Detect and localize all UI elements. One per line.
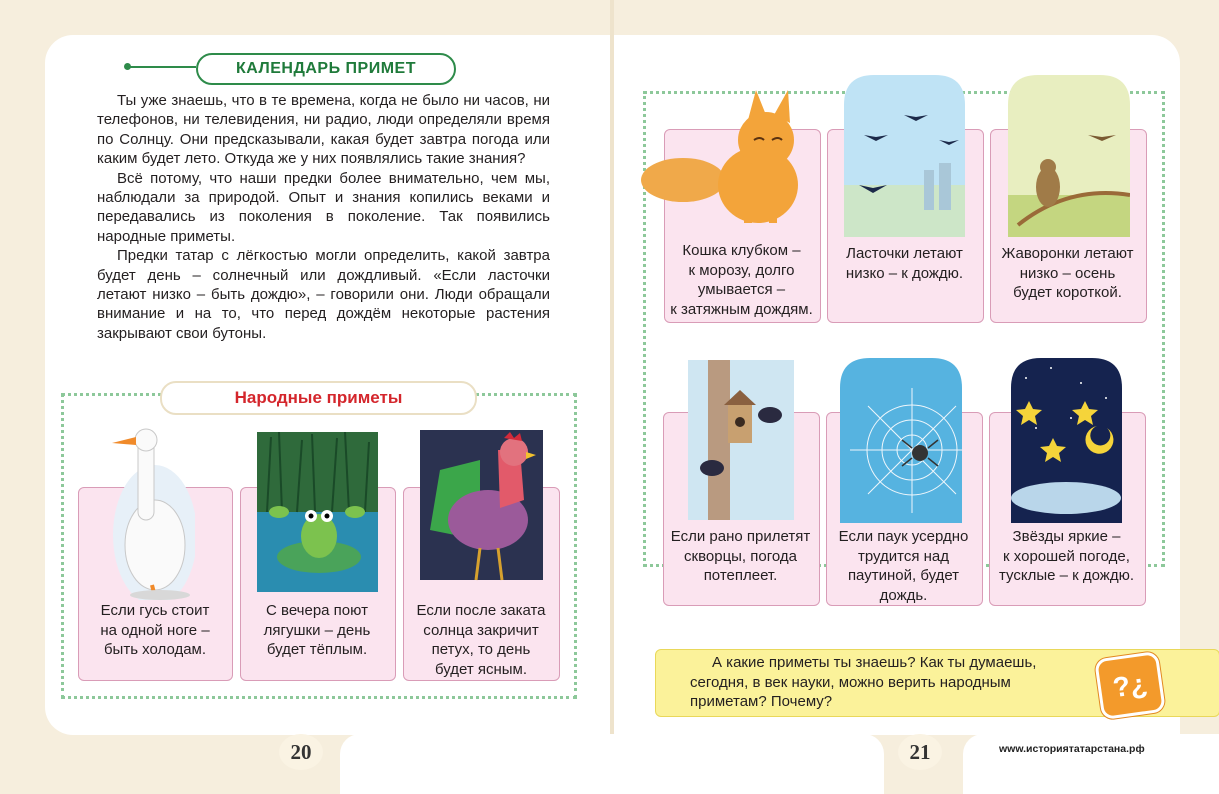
caption-line: к морозу, долго xyxy=(688,261,795,279)
caption-line: скворцы, погода xyxy=(684,547,797,565)
caption-line: Если рано прилетят xyxy=(670,528,811,545)
starlings-illustration xyxy=(688,360,794,520)
caption-line: солнца закричит xyxy=(423,621,539,639)
spider-illustration xyxy=(840,358,962,523)
sign-caption-frogs xyxy=(244,601,390,660)
caption-line: Ласточки летают xyxy=(846,245,963,262)
caption-line: к затяжным дождям. xyxy=(670,300,813,318)
caption-line: Если гусь стоит xyxy=(100,602,210,619)
sign-caption-goose xyxy=(86,601,224,660)
question-line: А какие приметы ты знаешь? Как ты думаешь, xyxy=(712,654,1037,671)
caption-line: петух, то день xyxy=(431,641,531,658)
page-number-right: 21 xyxy=(898,734,942,770)
question-marks-icon: ?¿ xyxy=(1094,651,1166,720)
question-text xyxy=(690,653,1082,712)
caption-line: Если паук усердно xyxy=(838,528,969,545)
question-line: приметам? Почему? xyxy=(690,693,833,710)
rooster-illustration xyxy=(420,430,543,592)
caption-line: на одной ноге – xyxy=(100,621,210,639)
caption-line: паутиной, будет xyxy=(847,567,960,584)
frogs-illustration xyxy=(257,432,378,592)
caption-line: тусклые – к дождю. xyxy=(998,567,1134,584)
caption-line: будет тёплым. xyxy=(266,641,368,658)
sign-caption-swallows xyxy=(827,244,982,283)
cat-illustration xyxy=(638,85,813,225)
intro-paragraph: Предки татар с лёгкостью могли определить, какой завтра будет день – солнечный или дождливый. «Если ласточки летают низко – быть дождю», – говорили они. Люди обращали внимание и на то, что перед дождём некоторые растения закрывают свои бутоны. xyxy=(97,247,550,342)
sign-caption-starlings xyxy=(663,527,818,586)
header-line xyxy=(128,66,196,68)
caption-line: С вечера поют xyxy=(266,602,368,619)
caption-line: Жаворонки летают xyxy=(1001,245,1134,262)
signs-subtitle: Народные приметы xyxy=(160,381,477,415)
caption-line: дождь. xyxy=(879,586,928,604)
swallows-illustration xyxy=(844,75,965,237)
question-line: сегодня, в век науки, можно верить народным xyxy=(690,673,1011,691)
caption-line: трудится над xyxy=(857,547,950,565)
caption-line: будет короткой. xyxy=(1013,284,1122,301)
goose-illustration xyxy=(100,425,195,600)
caption-line: лягушки – день xyxy=(263,621,371,639)
book-gutter xyxy=(610,0,614,794)
intro-paragraph: Ты уже знаешь, что в те времена, когда не было ни часов, ни телефонов, ни телевидения, ни радио, люди определяли время по Солнцу. Они предсказывали, какая будет завтра погода или каким будет лето. Откуда же у них появлялись такие знания? xyxy=(97,92,550,168)
page-number-left: 20 xyxy=(279,734,323,770)
website-link[interactable]: www.историятатарстана.рф xyxy=(999,743,1145,755)
caption-line: Если после заката xyxy=(416,602,546,619)
caption-line: Кошка клубком – xyxy=(682,242,801,259)
footer-band xyxy=(340,734,884,794)
caption-line: потеплеет. xyxy=(703,567,778,584)
caption-line: к хорошей погоде, xyxy=(1003,547,1130,565)
caption-line: низко – осень xyxy=(1019,264,1116,282)
sign-caption-rooster xyxy=(405,601,557,679)
section-header: КАЛЕНДАРЬ ПРИМЕТ xyxy=(196,53,456,85)
intro-text xyxy=(97,91,550,343)
caption-line: низко – к дождю. xyxy=(845,264,964,282)
caption-line: Звёзды яркие – xyxy=(1012,528,1121,545)
caption-line: умывается – xyxy=(697,281,786,298)
sign-caption-larks xyxy=(990,244,1145,303)
intro-paragraph: Всё потому, что наши предки более внимательно, чем мы, наблюдали за природой. Опыт и знания копились веками и передавались из поколения в поколение. Так появились народные приметы. xyxy=(97,169,550,245)
sign-caption-cat xyxy=(664,241,819,319)
sign-caption-stars xyxy=(989,527,1144,586)
stars-illustration xyxy=(1011,358,1122,523)
sign-caption-spider xyxy=(826,527,981,605)
caption-line: будет ясным. xyxy=(434,660,528,678)
caption-line: быть холодам. xyxy=(103,641,207,658)
larks-illustration xyxy=(1008,75,1130,237)
